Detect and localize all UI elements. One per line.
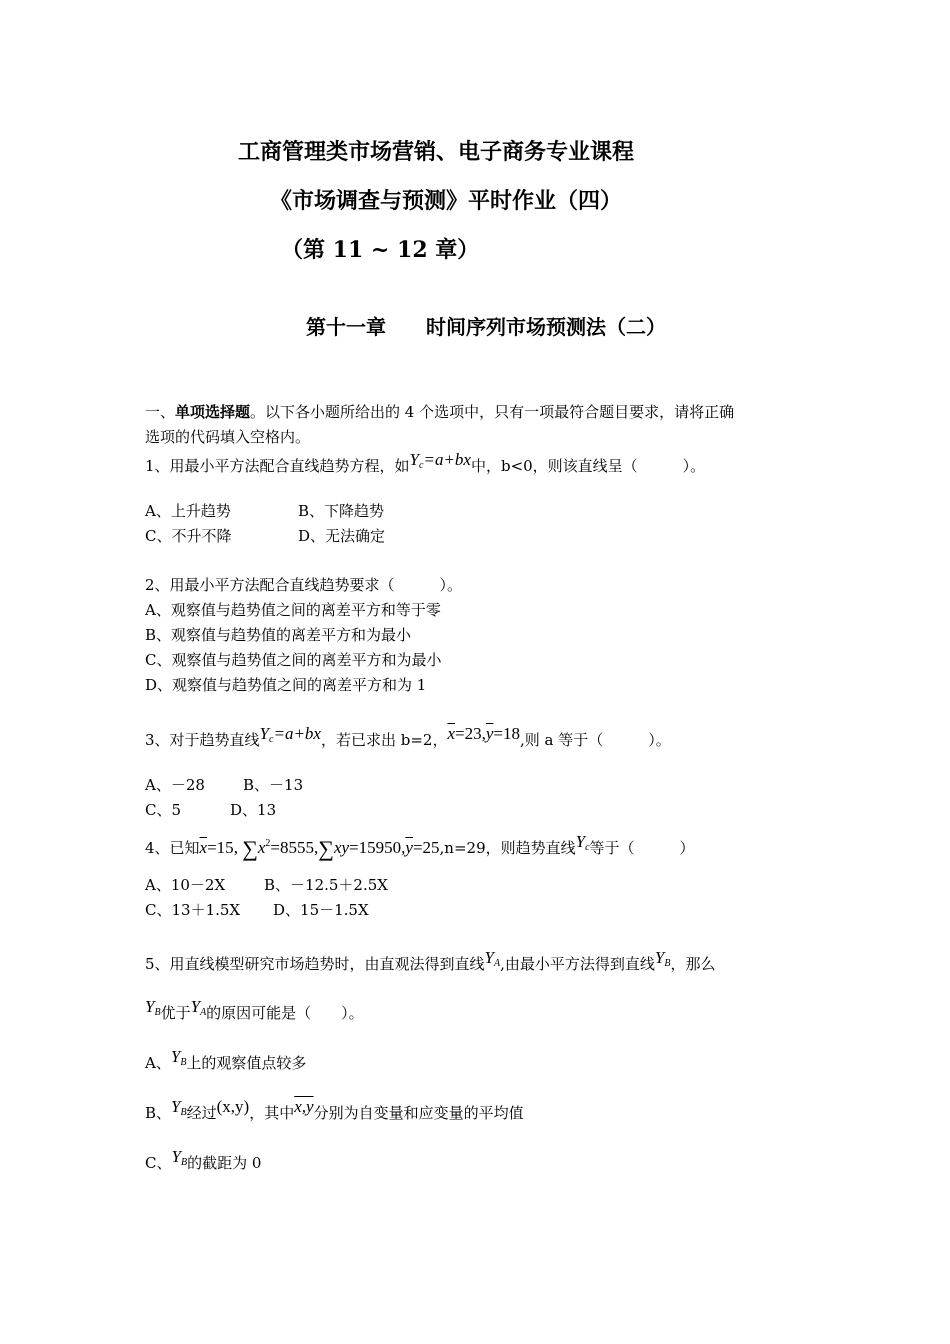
q4-stem-post2: 等于（ ） xyxy=(589,839,695,857)
q4-option-c: C、13＋1.5X xyxy=(145,901,241,919)
q5-option-b: B、$Y_B$经过(x,y)，其中x,y分别为自变量和应变量的平均值 xyxy=(145,1097,524,1122)
chapter-range: （第 11 ~ 12 章） xyxy=(281,237,480,263)
q3-stem-mid: ，若已求出 b=2， xyxy=(320,731,448,749)
q5-mean-point: (x,y) xyxy=(216,1097,250,1116)
q4-stem-post: ,n=29，则趋势直线 xyxy=(439,839,576,857)
q2-option-d: D、观察值与趋势值之间的离差平方和为 1 xyxy=(145,676,427,694)
q1-stem-pre: 1、用最小平方法配合直线趋势方程，如 xyxy=(145,457,410,475)
q5-stem-mid: ,由最小平方法得到直线 xyxy=(500,955,655,973)
section-instructions: 。以下各小题所给出的 4 个选项中，只有一项最符合题目要求，请将正确 xyxy=(250,403,735,421)
q5-l2-mid: 优于 xyxy=(160,1004,191,1022)
question-5-line2 xyxy=(145,997,364,1029)
q5-ya: $Y_A$ xyxy=(484,948,501,969)
section-type: 单项选择题 xyxy=(175,403,251,421)
chapter-name: 时间序列市场预测法（二） xyxy=(426,315,666,339)
q4-option-b: B、－12.5＋2.5X xyxy=(264,876,388,894)
q5-stem-post: ，那么 xyxy=(670,955,716,973)
q1-option-b: B、下降趋势 xyxy=(298,502,385,520)
q3-stem-pre: 3、对于趋势直线 xyxy=(145,731,260,749)
q4-yc: $Y_c$ xyxy=(575,832,590,853)
q5-l2-yb: $Y_B$ xyxy=(145,997,161,1018)
q5-option-c: C、$Y_B$的截距为 0 xyxy=(145,1147,262,1172)
q1-option-c: C、不升不降 xyxy=(145,527,232,545)
q3-option-a: A、－28 xyxy=(145,776,205,794)
question-2: 2、用最小平方法配合直线趋势要求（ ）。 xyxy=(145,576,463,594)
q2-option-a: A、观察值与趋势值之间的离差平方和等于零 xyxy=(145,601,441,619)
q3-means: $\overline{x}=23,\overline{y}=18$ xyxy=(447,724,520,743)
question-3 xyxy=(145,724,671,756)
section-prefix: 一、 xyxy=(145,403,176,421)
q1-option-d: D、无法确定 xyxy=(298,527,386,545)
q3-option-c: C、5 xyxy=(145,801,182,819)
question-4 xyxy=(145,834,695,864)
q5-stem-pre: 5、用直线模型研究市场趋势时，由直观法得到直线 xyxy=(145,955,485,973)
q3-stem-post: ,则 a 等于（ ）。 xyxy=(519,731,671,749)
q5-option-a: A、$Y_B$上的观察值点较多 xyxy=(145,1047,307,1072)
question-1 xyxy=(145,450,706,482)
q3-option-b: B、－13 xyxy=(243,776,304,794)
q4-option-d: D、15－1.5X xyxy=(273,901,369,919)
q3-formula: $Y_c=a+bx$ xyxy=(259,724,321,745)
q5-l2-post: 的原因可能是（ ）。 xyxy=(206,1004,364,1022)
chapter-heading xyxy=(306,313,666,341)
section-intro-line2: 选项的代码填入空格内。 xyxy=(145,428,311,446)
q5-yb: $Y_B$ xyxy=(654,948,671,969)
q1-stem-post: 中，b<0，则该直线呈（ ）。 xyxy=(470,457,706,475)
q5-l2-ya: $Y_A$ xyxy=(190,997,207,1018)
q3-option-d: D、13 xyxy=(230,801,277,819)
question-5 xyxy=(145,948,716,980)
q2-option-b: B、观察值与趋势值的离差平方和为最小 xyxy=(145,626,412,644)
q1-option-a: A、上升趋势 xyxy=(145,502,231,520)
q4-givens: $\overline{x}=15$, $\sum x^2=8555,\sum xy=15950,\overline{y}=25$ xyxy=(199,836,440,861)
q2-option-c: C、观察值与趋势值之间的离差平方和为最小 xyxy=(145,651,442,669)
q4-option-a: A、10－2X xyxy=(145,876,226,894)
q5-mean-vars: x,y xyxy=(294,1097,314,1116)
chapter-number: 第十一章 xyxy=(306,315,386,339)
assignment-title: 《市场调查与预测》平时作业（四） xyxy=(270,188,623,214)
q4-stem-pre: 4、已知 xyxy=(145,839,200,857)
q1-formula: $Y_c=a+bx$ xyxy=(409,450,471,471)
section-intro xyxy=(145,402,734,422)
course-title: 工商管理类市场营销、电子商务专业课程 xyxy=(238,139,635,165)
